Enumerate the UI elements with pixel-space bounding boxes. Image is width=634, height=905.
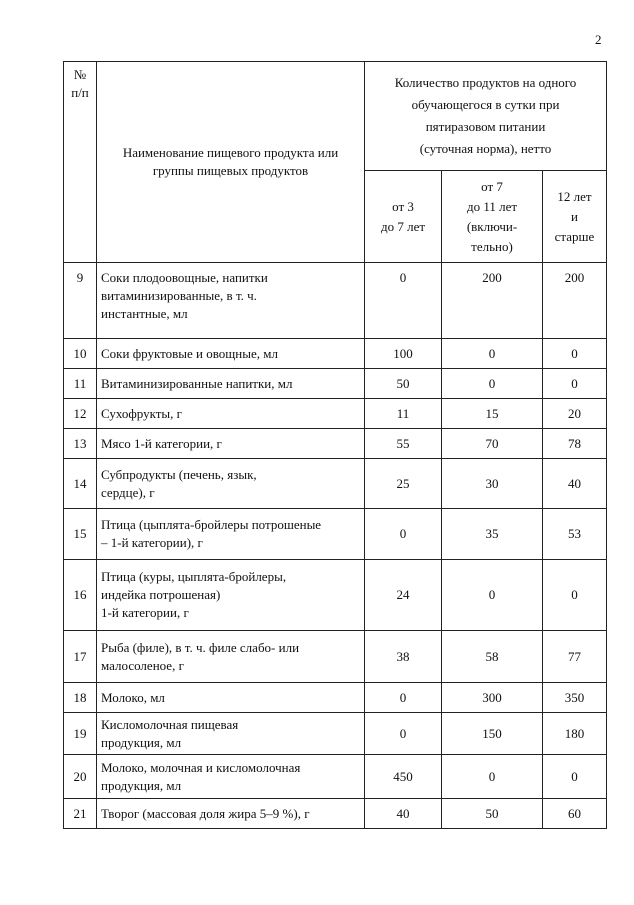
- value-age-3-7: 38: [365, 631, 442, 683]
- table-row: [64, 369, 607, 399]
- table-row: [64, 429, 607, 459]
- row-number: 13: [64, 429, 97, 459]
- product-name: Витаминизированные напитки, мл: [97, 369, 365, 399]
- product-name: Соки фруктовые и овощные, мл: [97, 339, 365, 369]
- value-age-7-11: 35: [442, 509, 543, 560]
- value-age-12-plus: 350: [543, 683, 607, 713]
- table-row: [64, 459, 607, 509]
- value-age-3-7: 11: [365, 399, 442, 429]
- value-age-12-plus: 0: [543, 339, 607, 369]
- row-number: 17: [64, 631, 97, 683]
- product-name: Птица (куры, цыплята-бройлеры, индейка потрошеная) 1-й категории, г: [97, 560, 365, 631]
- table-row: [64, 339, 607, 369]
- product-name: Молоко, молочная и кисломолочная продукция, мл: [97, 755, 365, 799]
- value-age-7-11: 15: [442, 399, 543, 429]
- table-row: [64, 799, 607, 829]
- product-name: Субпродукты (печень, язык, сердце), г: [97, 459, 365, 509]
- row-number: 10: [64, 339, 97, 369]
- value-age-3-7: 25: [365, 459, 442, 509]
- table-row: [64, 560, 607, 631]
- row-number: 9: [64, 263, 97, 339]
- value-age-7-11: 200: [442, 263, 543, 339]
- row-number: 21: [64, 799, 97, 829]
- product-name: Творог (массовая доля жира 5–9 %), г: [97, 799, 365, 829]
- value-age-3-7: 0: [365, 509, 442, 560]
- row-number: 15: [64, 509, 97, 560]
- value-age-12-plus: 0: [543, 369, 607, 399]
- value-age-3-7: 0: [365, 713, 442, 755]
- name-header: Наименование пищевого продукта или группы пищевых продуктов: [97, 62, 365, 263]
- value-age-12-plus: 0: [543, 755, 607, 799]
- table-row: [64, 755, 607, 799]
- value-age-12-plus: 180: [543, 713, 607, 755]
- value-age-3-7: 55: [365, 429, 442, 459]
- value-age-3-7: 24: [365, 560, 442, 631]
- value-age-7-11: 50: [442, 799, 543, 829]
- page-number: 2: [595, 32, 602, 47]
- row-number: 20: [64, 755, 97, 799]
- value-age-12-plus: 40: [543, 459, 607, 509]
- value-age-12-plus: 53: [543, 509, 607, 560]
- value-age-7-11: 58: [442, 631, 543, 683]
- value-age-12-plus: 77: [543, 631, 607, 683]
- row-number: 14: [64, 459, 97, 509]
- value-age-12-plus: 78: [543, 429, 607, 459]
- value-age-3-7: 450: [365, 755, 442, 799]
- row-number: 12: [64, 399, 97, 429]
- value-age-3-7: 100: [365, 339, 442, 369]
- table-row: [64, 263, 607, 339]
- value-age-12-plus: 20: [543, 399, 607, 429]
- row-number: 19: [64, 713, 97, 755]
- value-age-3-7: 40: [365, 799, 442, 829]
- value-age-12-plus: 60: [543, 799, 607, 829]
- food-norms-table: [63, 61, 607, 829]
- value-age-12-plus: 0: [543, 560, 607, 631]
- value-age-12-plus: 200: [543, 263, 607, 339]
- age-7-11-header: от 7 до 11 лет (включи- тельно): [442, 171, 543, 263]
- value-age-7-11: 0: [442, 560, 543, 631]
- value-age-7-11: 0: [442, 369, 543, 399]
- value-age-3-7: 0: [365, 683, 442, 713]
- table-row: [64, 399, 607, 429]
- table-row: [64, 683, 607, 713]
- product-name: Птица (цыплята-бройлеры потрошеные – 1-й категории), г: [97, 509, 365, 560]
- table-row: [64, 713, 607, 755]
- product-name: Сухофрукты, г: [97, 399, 365, 429]
- age-3-7-header: от 3 до 7 лет: [365, 171, 442, 263]
- value-age-7-11: 70: [442, 429, 543, 459]
- product-name: Мясо 1-й категории, г: [97, 429, 365, 459]
- quantity-header: Количество продуктов на одного обучающегося в сутки при пятиразовом питании (суточная норма), нетто: [365, 62, 607, 171]
- num-header: № п/п: [64, 62, 97, 263]
- value-age-3-7: 0: [365, 263, 442, 339]
- value-age-3-7: 50: [365, 369, 442, 399]
- row-number: 18: [64, 683, 97, 713]
- age-12-plus-header: 12 лет и старше: [543, 171, 607, 263]
- product-name: Рыба (филе), в т. ч. филе слабо- или малосоленое, г: [97, 631, 365, 683]
- table-row: [64, 631, 607, 683]
- product-name: Молоко, мл: [97, 683, 365, 713]
- product-name: Соки плодоовощные, напитки витаминизированные, в т. ч. инстантные, мл: [97, 263, 365, 339]
- value-age-7-11: 0: [442, 339, 543, 369]
- row-number: 11: [64, 369, 97, 399]
- value-age-7-11: 150: [442, 713, 543, 755]
- value-age-7-11: 300: [442, 683, 543, 713]
- row-number: 16: [64, 560, 97, 631]
- table-row: [64, 509, 607, 560]
- value-age-7-11: 0: [442, 755, 543, 799]
- value-age-7-11: 30: [442, 459, 543, 509]
- product-name: Кисломолочная пищевая продукция, мл: [97, 713, 365, 755]
